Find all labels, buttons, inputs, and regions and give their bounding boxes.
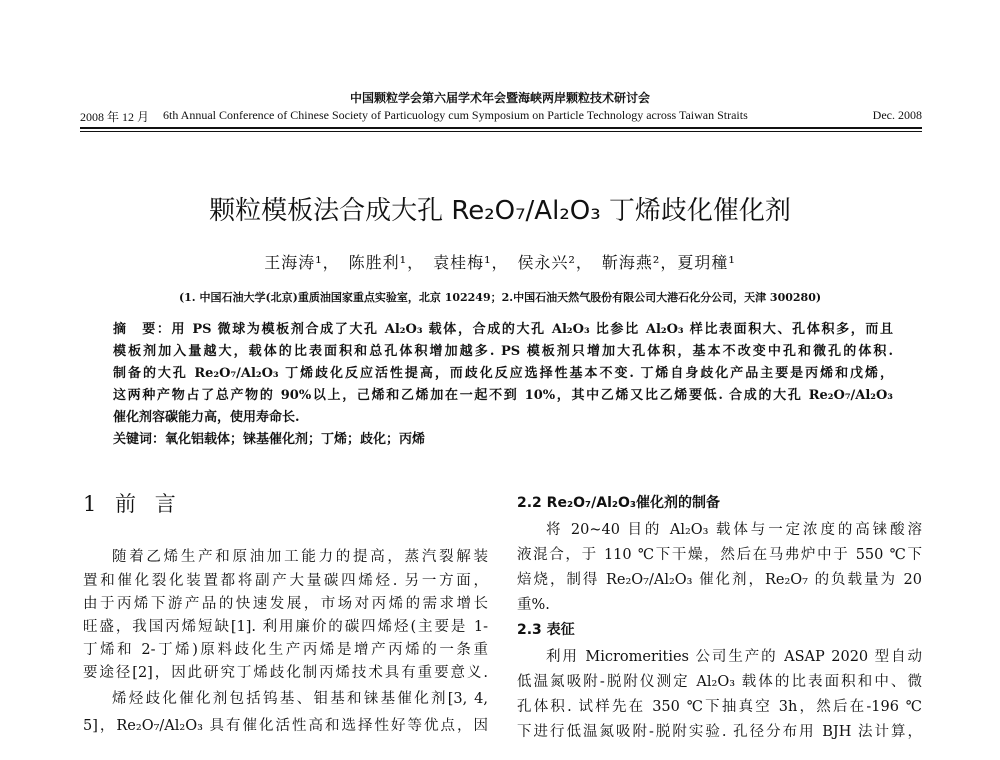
header-date-en: Dec. 2008: [872, 108, 922, 122]
body-line: 旺盛，我国丙烯短缺[1]. 利用廉价的碳四烯烃(主要是 1-: [83, 619, 488, 635]
body-line: 液混合，于 110 ℃下干燥，然后在马弗炉中于 550 ℃下: [517, 547, 922, 563]
body-line: 随着乙烯生产和原油加工能力的提高，蒸汽裂解装: [112, 549, 488, 565]
body-line: 要途径[2]，因此研究丁烯歧化制丙烯技术具有重要意义.: [83, 665, 488, 681]
body-line: 5]，Re₂O₇/Al₂O₃ 具有催化活性高和选择性好等优点，因: [83, 718, 488, 734]
conference-title-cn: 中国颗粒学会第六届学术年会暨海峡两岸颗粒技术研讨会: [349, 91, 650, 105]
body-line: 孔体积. 试样先在 350 ℃下抽真空 3h，然后在-196 ℃: [517, 699, 922, 715]
section-heading-2-2: 2.2 Re₂O₇/Al₂O₃催化剂的制备: [517, 495, 721, 511]
header-rule-thick: [80, 127, 922, 129]
body-line: 重%.: [517, 597, 550, 613]
author-list: 王海涛¹， 陈胜利¹， 袁桂梅¹， 侯永兴²， 靳海燕²，夏玥穜¹: [264, 253, 736, 272]
keywords: 关键词：氧化铝载体；铼基催化剂；丁烯；歧化；丙烯: [113, 432, 426, 447]
abstract-line: 制备的大孔 Re₂O₇/Al₂O₃ 丁烯歧化反应活性提高，而歧化反应选择性基本不变. 丁烯自身歧化产品主要是丙烯和戊烯，: [113, 366, 893, 381]
body-line: 利用 Micromerities 公司生产的 ASAP 2020 型自动: [546, 649, 922, 665]
body-line: 低温氮吸附-脱附仪测定 Al₂O₃ 载体的比表面积和中、微: [517, 674, 922, 690]
section-heading-introduction: 1 前 言: [83, 492, 182, 516]
section-heading-2-3: 2.3 表征: [517, 622, 575, 638]
abstract-line: 催化剂容碳能力高，使用寿命长.: [113, 410, 300, 425]
header-date-cn: 2008 年 12 月: [80, 110, 150, 124]
body-line: 烯烃歧化催化剂包括钨基、钼基和铼基催化剂[3, 4,: [112, 691, 488, 707]
body-line: 丁烯和 2-丁烯)原料歧化生产丙烯是增产丙烯的一条重: [83, 642, 488, 658]
body-line: 下进行低温氮吸附-脱附实验. 孔径分布用 BJH 法计算，: [517, 724, 922, 740]
affiliations: (1. 中国石油大学(北京)重质油国家重点实验室，北京 102249；2.中国石油天然气股份有限公司大港石化分公司，天津 300280): [178, 291, 822, 304]
body-line: 将 20~40 目的 Al₂O₃ 载体与一定浓度的高铼酸溶: [546, 522, 922, 538]
abstract-line: 这两种产物占了总产物的 90%以上，己烯和乙烯加在一起不到 10%，其中乙烯又比乙烯要低. 合成的大孔 Re₂O₇/Al₂O₃: [113, 388, 893, 403]
body-line: 焙烧，制得 Re₂O₇/Al₂O₃ 催化剂，Re₂O₇ 的负载量为 20: [517, 572, 922, 588]
header-conference-en: 6th Annual Conference of Chinese Society of Particuology cum Symposium on Particle Technology across Taiwan Straits: [163, 108, 748, 122]
paper-title: 颗粒模板法合成大孔 Re₂O₇/Al₂O₃ 丁烯歧化催化剂: [209, 196, 791, 226]
abstract-line: 模板剂加入量越大，载体的比表面积和总孔体积增加越多. PS 模板剂只增加大孔体积，基本不改变中孔和微孔的体积.: [113, 344, 893, 359]
body-line: 置和催化裂化装置都将副产大量碳四烯烃. 另一方面，: [83, 573, 488, 589]
body-line: 由于丙烯下游产品的快速发展，市场对丙烯的需求增长: [83, 596, 488, 612]
abstract-line: 摘 要：用 PS 微球为模板剂合成了大孔 Al₂O₃ 载体，合成的大孔 Al₂O₃ 比参比 Al₂O₃ 样比表面积大、孔体积多，而且: [113, 322, 893, 337]
header-rule-thin: [80, 131, 922, 132]
